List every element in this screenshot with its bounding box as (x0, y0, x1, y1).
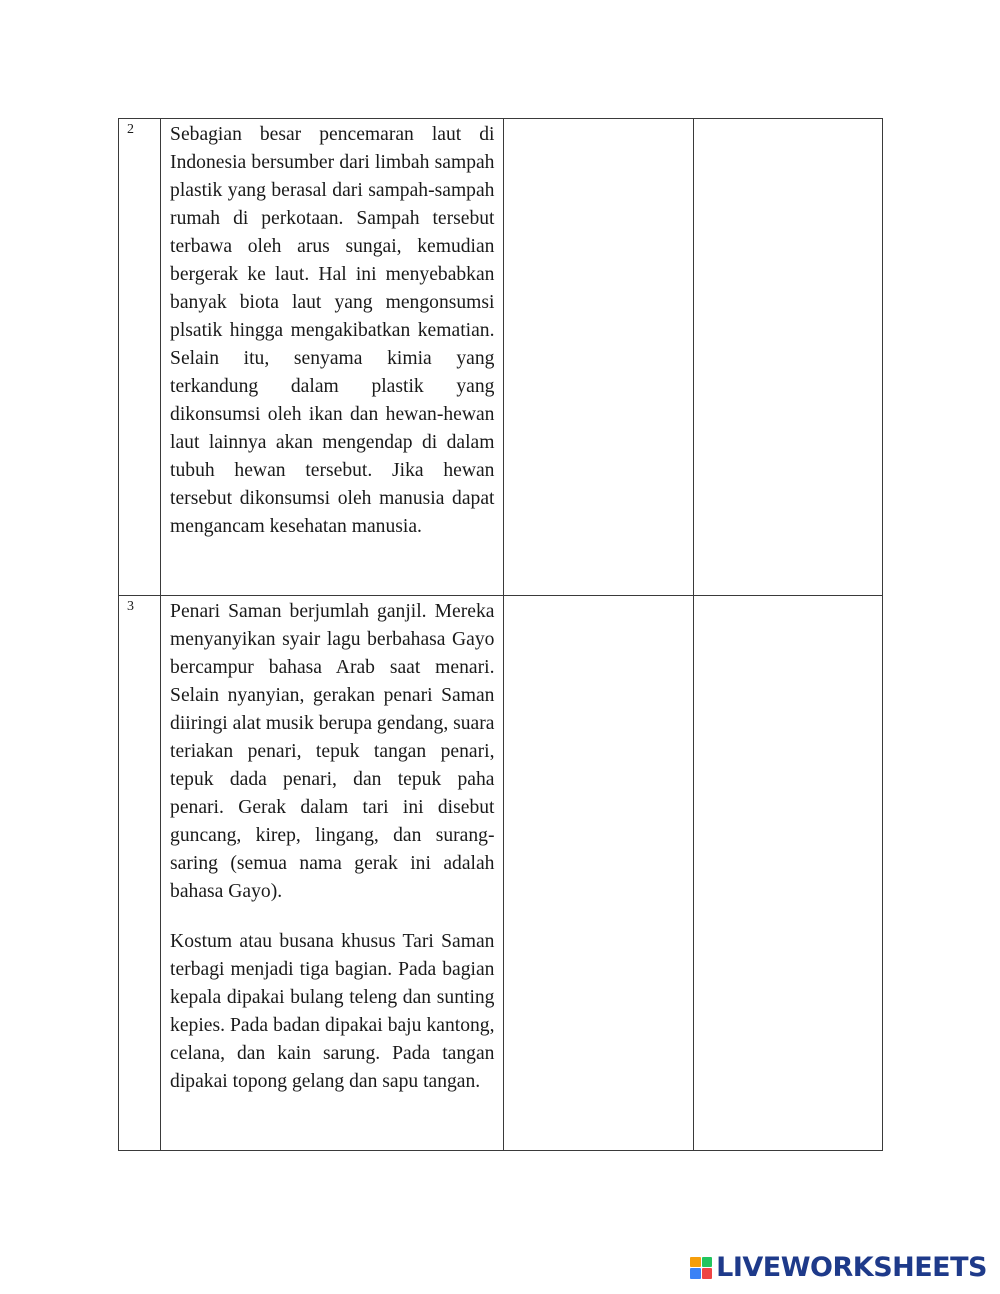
row-number-cell (119, 596, 161, 1151)
row-number-cell (119, 119, 161, 596)
liveworksheets-logo-icon (690, 1257, 712, 1279)
table-row (119, 119, 883, 596)
text-cell (161, 119, 504, 596)
logo-square-l (690, 1257, 701, 1268)
answer-cell-b[interactable] (693, 119, 882, 596)
paragraph: Kostum atau busana khusus Tari Saman terbagi menjadi tiga bagian. Pada bagian kepala dipakai bulang teleng dan sunting kepies. Pada badan dipakai baju kantong, celana, dan kain sarung. Pada tangan dipakai topong gelang dan sapu tangan. (170, 931, 495, 1092)
worksheet-table (118, 118, 883, 1151)
answer-cell-b[interactable] (693, 596, 882, 1151)
logo-square-v (690, 1268, 701, 1279)
row-number: 2 (127, 122, 134, 137)
liveworksheets-logo (690, 1252, 987, 1283)
paragraph: Sebagian besar pencemaran laut di Indonesia bersumber dari limbah sampah plastik yang berasal dari sampah-sampah rumah di perkotaan. Sampah tersebut terbawa oleh arus sungai, kemudian bergerak ke laut. Hal ini menyebabkan banyak biota laut yang mengonsumsi plsatik hingga mengakibatkan kematian. Selain itu, senyama kimia yang terkandung dalam plastik yang dikonsumsi oleh ikan dan hewan-hewan laut lainnya akan mengendap di dalam tubuh hewan tersebut. Jika hewan tersebut dikonsumsi oleh manusia dapat mengancam kesehatan manusia. (170, 124, 495, 537)
logo-square-e (702, 1268, 713, 1279)
table-row (119, 596, 883, 1151)
answer-cell-a[interactable] (504, 596, 693, 1151)
brand-text: LIVEWORKSHEETS (716, 1252, 987, 1283)
logo-square-i (702, 1257, 713, 1268)
paragraph: Penari Saman berjumlah ganjil. Mereka menyanyikan syair lagu berbahasa Gayo bercampur bahasa Arab saat menari. Selain nyanyian, gerakan penari Saman diiringi alat musik berupa gendang, suara teriakan penari, tepuk tangan penari, tepuk dada penari, dan tepuk paha penari. Gerak dalam tari ini disebut guncang, kirep, lingang, dan surang-saring (semua nama gerak ini adalah bahasa Gayo). (170, 601, 495, 902)
row-number: 3 (127, 599, 134, 614)
text-cell (161, 596, 504, 1151)
answer-cell-a[interactable] (504, 119, 693, 596)
